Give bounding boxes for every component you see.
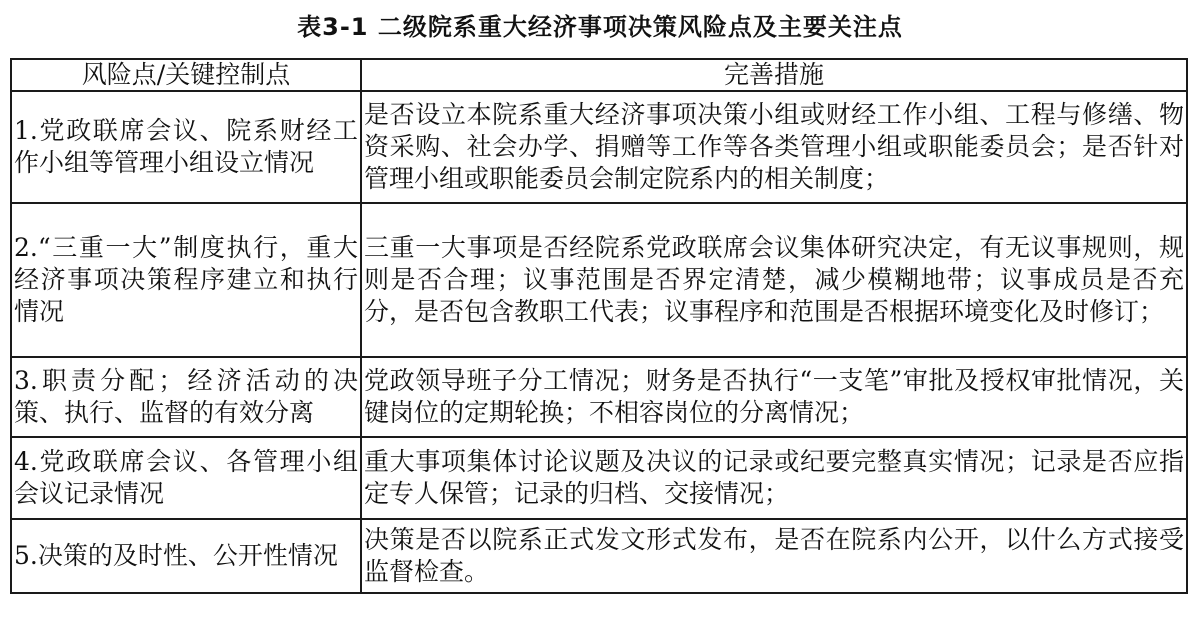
table-row bbox=[11, 203, 1187, 357]
risk-point-cell: 1.党政联席会议、院系财经工作小组等管理小组设立情况 bbox=[11, 91, 361, 203]
table-row bbox=[11, 519, 1187, 593]
risk-point-cell: 2.“三重一大”制度执行，重大经济事项决策程序建立和执行情况 bbox=[11, 203, 361, 357]
risk-table bbox=[10, 58, 1188, 594]
measure-cell: 决策是否以院系正式发文形式发布，是否在院系内公开，以什么方式接受监督检查。 bbox=[361, 519, 1187, 593]
table-row bbox=[11, 91, 1187, 203]
measure-cell: 三重一大事项是否经院系党政联席会议集体研究决定，有无议事规则，规则是否合理；议事范围是否界定清楚，减少模糊地带；议事成员是否充分，是否包含教职工代表；议事程序和范围是否根据环境变化及时修订； bbox=[361, 203, 1187, 357]
risk-point-cell: 3.职责分配；经济活动的决策、执行、监督的有效分离 bbox=[11, 357, 361, 437]
table-row bbox=[11, 437, 1187, 519]
header-risk-point: 风险点/关键控制点 bbox=[11, 59, 361, 91]
risk-point-cell: 4.党政联席会议、各管理小组会议记录情况 bbox=[11, 437, 361, 519]
measure-cell: 党政领导班子分工情况；财务是否执行“一支笔”审批及授权审批情况，关键岗位的定期轮换；不相容岗位的分离情况； bbox=[361, 357, 1187, 437]
table-title: 表3-1 二级院系重大经济事项决策风险点及主要关注点 bbox=[297, 13, 903, 41]
table-header-row bbox=[11, 59, 1187, 91]
measure-cell: 是否设立本院系重大经济事项决策小组或财经工作小组、工程与修缮、物资采购、社会办学、捐赠等工作等各类管理小组或职能委员会；是否针对管理小组或职能委员会制定院系内的相关制度； bbox=[361, 91, 1187, 203]
measure-cell: 重大事项集体讨论议题及决议的记录或纪要完整真实情况；记录是否应指定专人保管；记录的归档、交接情况； bbox=[361, 437, 1187, 519]
header-improvement-measures: 完善措施 bbox=[361, 59, 1187, 91]
risk-point-cell: 5.决策的及时性、公开性情况 bbox=[11, 519, 361, 593]
table-row bbox=[11, 357, 1187, 437]
